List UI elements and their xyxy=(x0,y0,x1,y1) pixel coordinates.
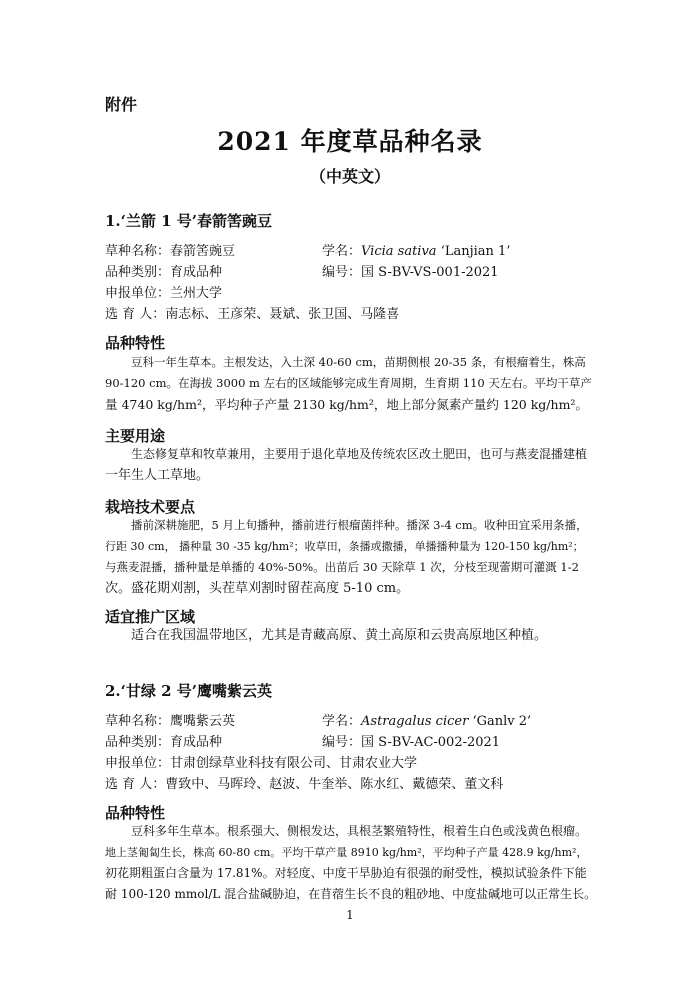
field-label: 申报单位： xyxy=(105,286,171,301)
cultivation-paragraph xyxy=(105,515,597,599)
field-value: 南志标、王彦荣、聂斌、张卫国、马隆喜 xyxy=(165,307,400,322)
field-value-cultivar: ‘Ganlv 2’ xyxy=(468,714,532,729)
field-cn-name xyxy=(105,710,235,729)
field-value: 鹰嘴紫云英 xyxy=(170,714,236,729)
field-applicant xyxy=(105,282,222,301)
traits-heading: 品种特性 xyxy=(105,804,166,822)
field-value-latin: Astragalus cicer xyxy=(361,714,469,729)
paragraph-line: 行距 30 cm， 播种量 30 -35 kg/hm²；收草田，条播或撒播，单播播种量为 120-150 kg/hm²； xyxy=(105,540,584,553)
field-code xyxy=(322,261,499,280)
field-label: 选 育 人： xyxy=(105,777,166,792)
paragraph-line: 适合在我国温带地区，尤其是青藏高原、黄土高原和云贵高原地区种植。 xyxy=(131,628,548,643)
field-value: 育成品种 xyxy=(170,265,223,280)
annex-label: 附件 xyxy=(105,95,138,114)
paragraph-line: 播前深耕施肥，5 月上旬播种，播前进行根瘤菌拌种。播深 3-4 cm。收种田宜采用条播， xyxy=(131,518,588,532)
region-heading: 适宜推广区域 xyxy=(105,608,196,626)
field-breeders xyxy=(105,773,503,792)
use-paragraph xyxy=(105,444,597,486)
field-value: 育成品种 xyxy=(170,735,223,750)
traits-paragraph xyxy=(105,352,597,415)
field-value: 国 S-BV-AC-002-2021 xyxy=(361,735,501,750)
traits-heading: 品种特性 xyxy=(105,334,166,352)
paragraph-line: 90-120 cm。在海拔 3000 m 左右的区域能够完成生育周期，生育期 110 天左右。平均干草产 xyxy=(105,376,592,390)
paragraph-line: 生态修复草和牧草兼用，主要用于退化草地及传统农区改土肥田，也可与燕麦混播建植 xyxy=(131,447,588,461)
entry-heading: 1.‘兰箭 1 号’春箭筈豌豆 xyxy=(105,212,272,230)
field-label: 编号： xyxy=(322,265,362,280)
field-label: 品种类别： xyxy=(105,735,171,750)
cultivation-heading: 栽培技术要点 xyxy=(105,498,196,516)
paragraph-line: 一年生人工草地。 xyxy=(105,468,210,483)
field-label: 草种名称： xyxy=(105,714,171,729)
field-code xyxy=(322,731,500,750)
field-label: 品种类别： xyxy=(105,265,171,280)
use-heading: 主要用途 xyxy=(105,427,166,445)
field-category xyxy=(105,731,222,750)
field-label: 选 育 人： xyxy=(105,307,166,322)
field-label: 草种名称： xyxy=(105,244,171,259)
paragraph-line: 地上茎匍匐生长，株高 60-80 cm。平均干草产量 8910 kg/hm²，平均种子产量 428.9 kg/hm²， xyxy=(105,846,588,859)
field-label: 学名： xyxy=(322,714,362,729)
paragraph-line: 豆科一年生草本。主根发达，入土深 40-60 cm，苗期侧根 20-35 条，有根瘤着生，株高 xyxy=(131,355,586,369)
field-category xyxy=(105,261,222,280)
field-value: 兰州大学 xyxy=(170,286,223,301)
entry-heading: 2.‘甘绿 2 号’鹰嘴紫云英 xyxy=(105,682,272,700)
field-sci-name xyxy=(322,240,510,259)
region-paragraph xyxy=(105,625,597,646)
field-value-cultivar: ‘Lanjian 1’ xyxy=(436,244,511,259)
paragraph-line: 量 4740 kg/hm²，平均种子产量 2130 kg/hm²，地上部分氮素产量约 120 kg/hm²。 xyxy=(105,397,588,412)
paragraph-line: 与燕麦混播，播种量是单播的 40%-50%。出苗后 30 天除草 1 次，分枝至现蕾期可灌溉 1-2 xyxy=(105,560,579,574)
document-title: 2021 年度草品种名录 xyxy=(217,127,483,156)
paragraph-line: 初花期粗蛋白含量为 17.81%。对轻度、中度干旱胁迫有很强的耐受性，模拟试验条件下能 xyxy=(105,866,587,880)
field-label: 编号： xyxy=(322,735,362,750)
field-label: 申报单位： xyxy=(105,756,171,771)
field-value: 曹致中、马晖玲、赵波、牛奎举、陈水红、戴德荣、董文科 xyxy=(165,777,504,792)
paragraph-line: 豆科多年生草本。根系强大、侧根发达，具根茎繁殖特性，根着生白色或浅黄色根瘤。 xyxy=(131,824,588,838)
field-label: 学名： xyxy=(322,244,362,259)
document-subtitle: （中英文） xyxy=(309,167,390,186)
field-value: 国 S-BV-VS-001-2021 xyxy=(361,265,499,280)
field-value: 甘肃创绿草业科技有限公司、甘肃农业大学 xyxy=(170,756,418,771)
paragraph-line: 耐 100-120 mmol/L 混合盐碱胁迫，在苜蓿生长不良的粗砂地、中度盐碱地可以正常生长。 xyxy=(105,887,597,901)
traits-paragraph xyxy=(105,821,597,905)
field-value: 春箭筈豌豆 xyxy=(170,244,236,259)
field-applicant xyxy=(105,752,417,771)
field-cn-name xyxy=(105,240,235,259)
paragraph-line: 次。盛花期刈割，头茬草刈割时留茬高度 5-10 cm。 xyxy=(105,581,410,596)
field-value-latin: Vicia sativa xyxy=(361,244,437,259)
page-number: 1 xyxy=(346,908,354,922)
field-sci-name xyxy=(322,710,531,729)
field-breeders xyxy=(105,303,399,322)
